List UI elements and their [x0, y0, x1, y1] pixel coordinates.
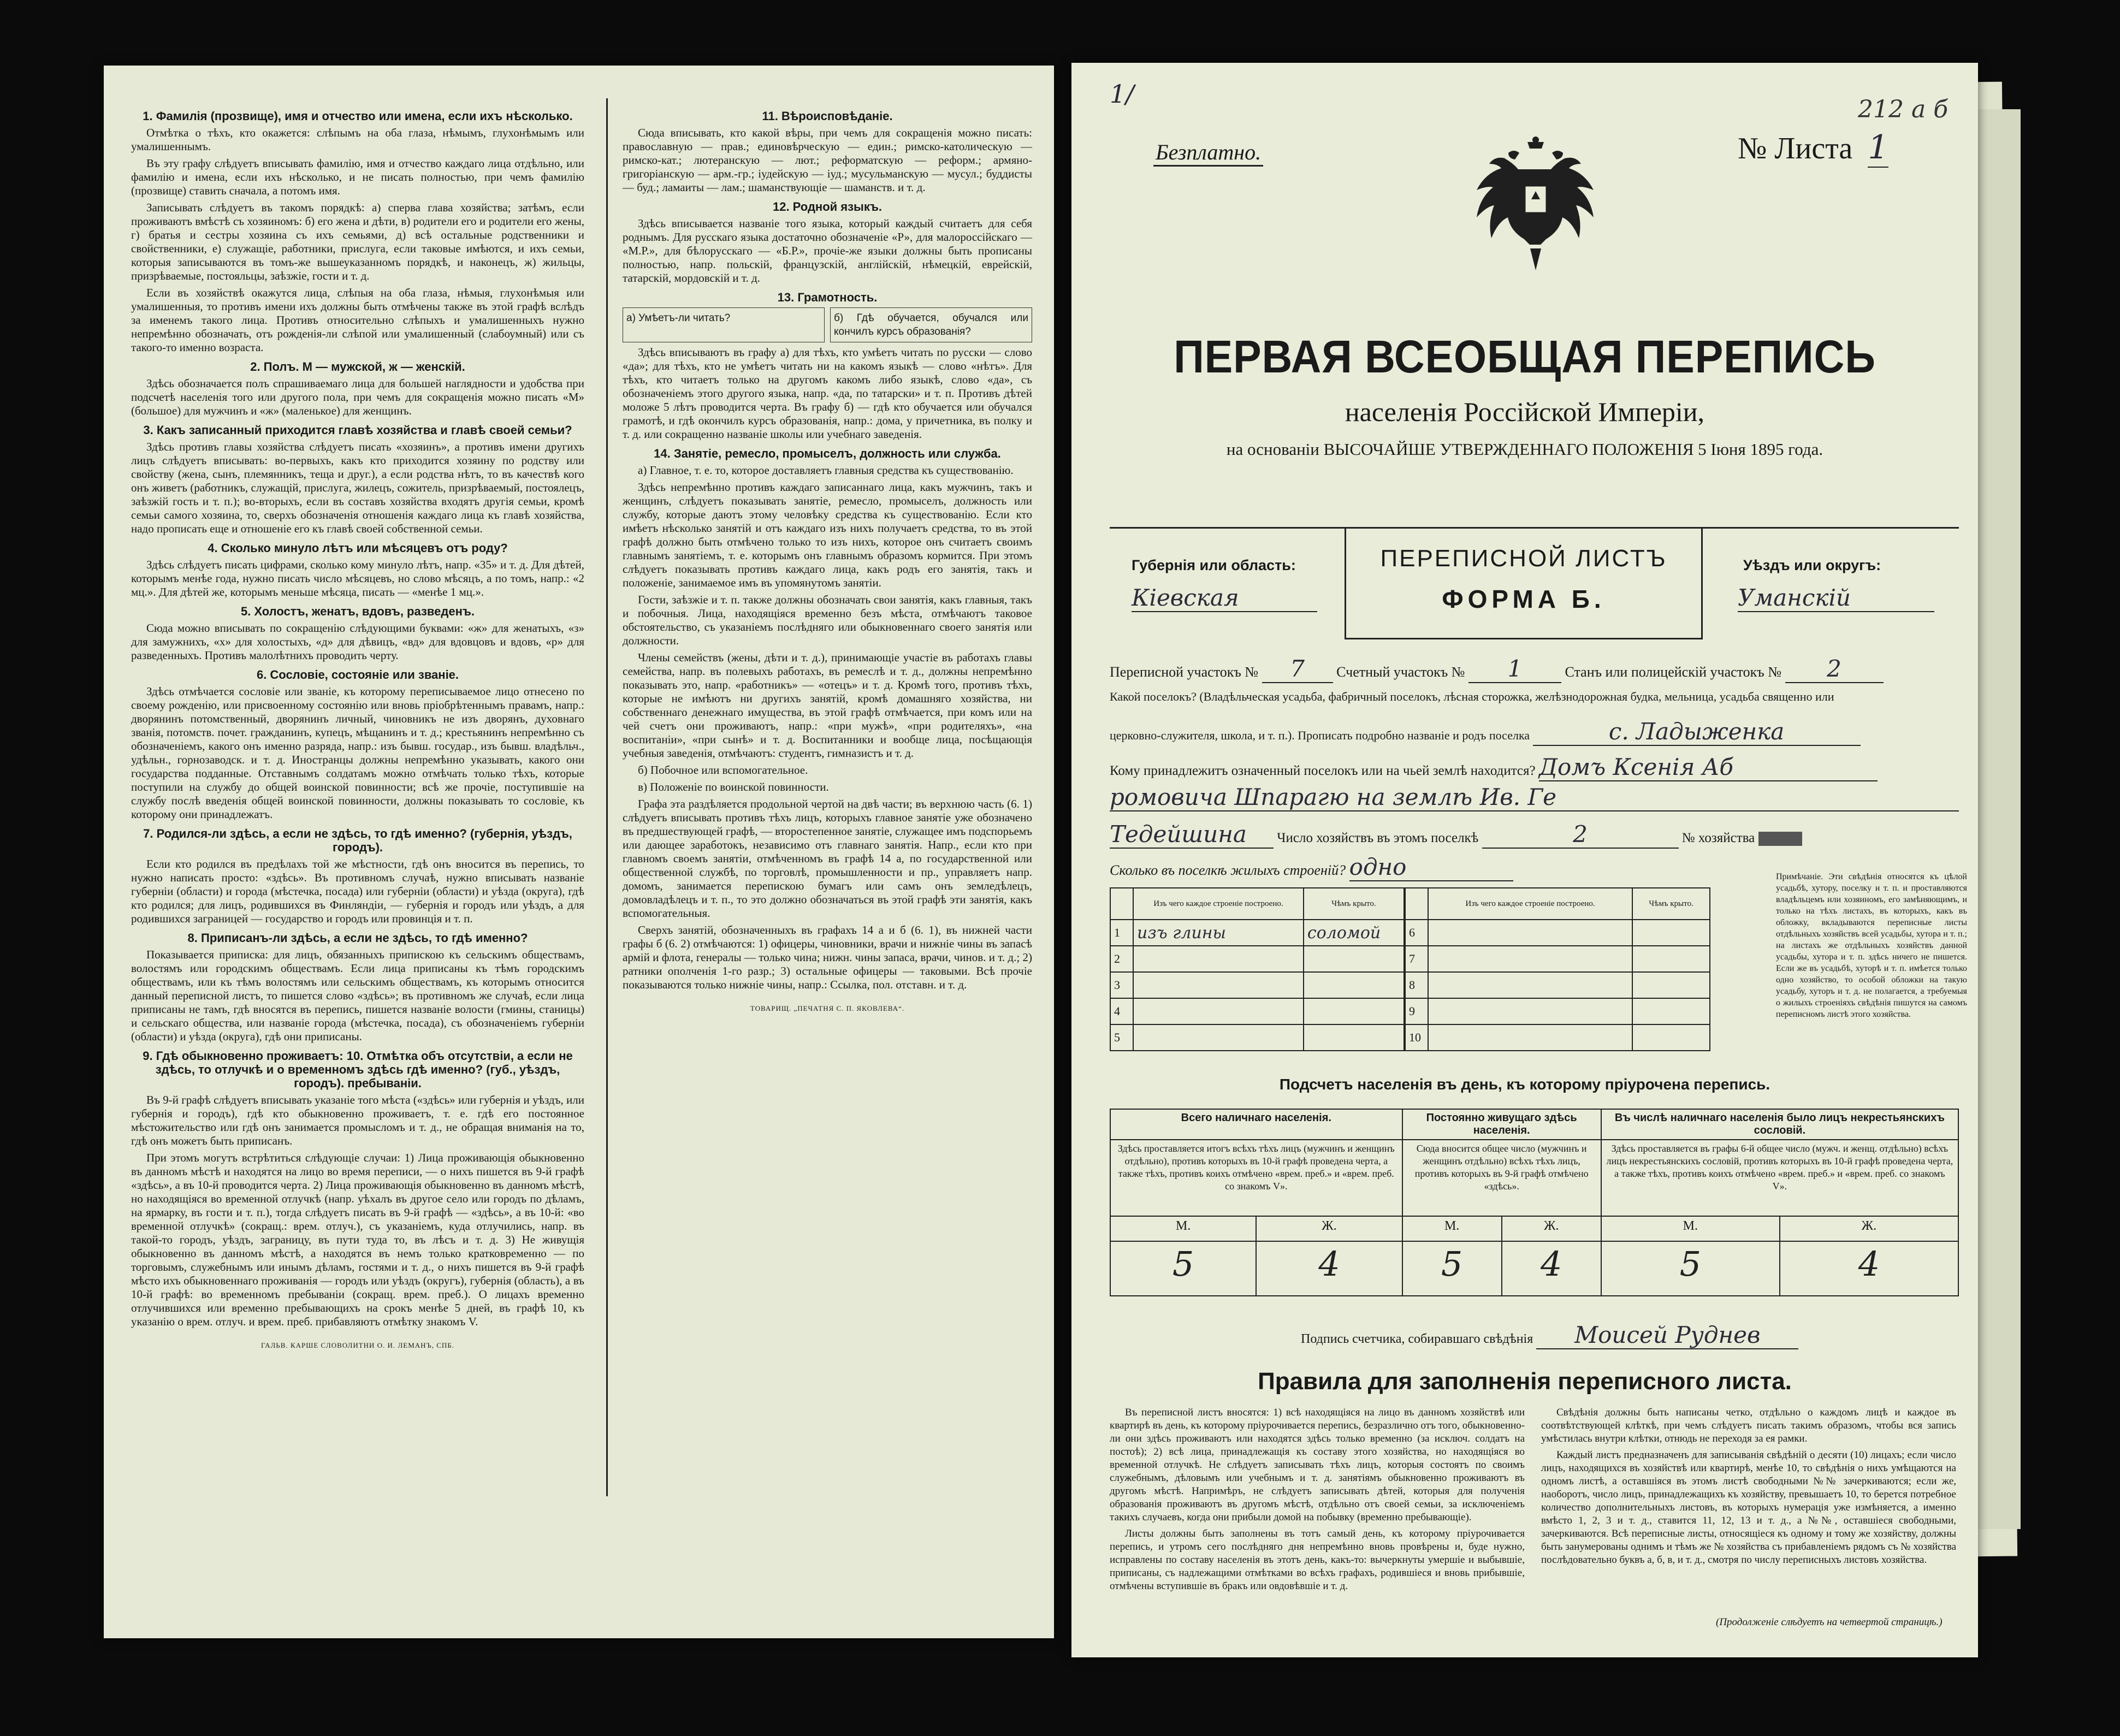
total-present-header: Всего наличнаго населенія. — [1110, 1109, 1402, 1140]
households-row — [1110, 821, 1802, 849]
instructions-column-2 — [623, 104, 1032, 1015]
police-district-value: 2 — [1785, 655, 1884, 683]
households-count-label: Число хозяйствъ въ этомъ поселкѣ — [1277, 831, 1479, 845]
sheet-number-label: № Листа — [1738, 132, 1853, 165]
total-present-female: 4 — [1256, 1241, 1402, 1296]
left-page-instructions — [104, 66, 1054, 1638]
population-count-heading: Подсчетъ населенія въ день, къ которому пріурочена перепись. — [1279, 1076, 1770, 1093]
section-heading: 4. Сколько минуло лѣтъ или мѣсяцевъ отъ роду? — [208, 541, 508, 555]
building-roof — [1304, 972, 1404, 998]
section-heading: 13. Грамотность. — [777, 291, 878, 304]
non-peasant-header: Въ числѣ наличнаго населенія было лицъ некрестьянскихъ сословій. — [1601, 1109, 1958, 1140]
building-material — [1428, 920, 1632, 946]
building-number: 8 — [1405, 972, 1428, 998]
col-roof-header-2: Чѣмъ крыто. — [1632, 888, 1710, 920]
building-row — [1405, 972, 1710, 998]
rule-paragraph: Каждый листъ предназначенъ для записыванія свѣдѣній о десяти (10) лицахъ; если число лицъ, находящихся въ хозяйствѣ или квартирѣ, менѣе 10, то свѣдѣнія о нихъ умѣщаются на одномъ листѣ, а оставшіяся въ этомъ листѣ свободными №№ зачеркиваются; если же, наоборотъ, число лицъ, принадлежащихъ къ хозяйству, превышаетъ 10, то берется потребное количество дополнительныхъ листовъ, въ которыхъ нумерація уже измѣняется, а именно вмѣсто 1, 2, 3 и т. д., ставится 11, 12, 13 и т. д., а №№, оставшіеся свободными, зачеркиваются. Всѣ переписные листы, относящіеся къ одному и тому же хозяйству, должны быть занумерованы однимъ и тѣмъ же № хозяйства съ прибавленіемъ рядомъ съ № хозяйства послѣдовательно буквъ а, б, в, и т. д., смотря по числу переписныхъ листовъ хозяйства. — [1541, 1449, 1956, 1566]
form-title: ПЕРЕПИСНОЙ ЛИСТЪ — [1380, 545, 1667, 572]
building-row — [1405, 946, 1710, 972]
total-present-male: 5 — [1110, 1241, 1256, 1296]
building-roof — [1632, 946, 1710, 972]
free-of-charge-label: Безплатно. — [1153, 139, 1263, 167]
buildings-count-value: одно — [1349, 854, 1513, 881]
section-heading: 11. Вѣроисповѣданіе. — [762, 109, 893, 123]
sheet-number — [1738, 128, 1888, 167]
instruction-paragraph: Записывать слѣдуетъ въ такомъ порядкѣ: а) сперва глава хозяйства; затѣмъ, если проживаютъ вмѣстѣ съ хозяиномъ: б) его жена и дѣти, в) родители его и родители его жены, г) братья и сестры хозяина съ ихъ семьями, д) всѣ остальные родственники и свойственники, е) служащіе, работники, прислуга, если таковые имѣются, и ихъ семьи, которыя записываются въ томъ-же вышеуказанномъ порядкѣ, и наконецъ, ж) жильцы, призрѣваемые, постояльцы, заѣзжіе, гости и т. д. — [131, 201, 584, 282]
instruction-paragraph: Здѣсь слѣдуетъ писать цифрами, сколько кому минуло лѣтъ, напр. «35» и т. д. Для дѣтей, которымъ менѣе года, нужно писать число мѣсяцевъ, но слово мѣсяцъ, а по томъ, напр.: «2 мц.». Для дѣтей же, которымъ меньше мѣсяца, писать — «менѣе 1 мц.». — [131, 558, 584, 599]
buildings-table-right — [1405, 887, 1710, 1051]
instruction-paragraph: Показывается приписка: для лицъ, обязанныхъ припискою къ сельскимъ обществамъ, волостямъ или городскимъ обществамъ. Если лица приписаны къ тѣмъ городскимъ обществамъ, или къ тѣмъ волостямъ или сельскимъ обществамъ, къ которымъ относится данный переписной листъ, то пишется слово «здѣсь»; въ противномъ же случаѣ, если лица приписаны не тамъ, гдѣ вносятся въ перепись, пишется названіе волости (гмины, станицы) и сельскаго общества, или названіе города (мѣстечка, посада), съ обозначеніемъ губерніи (области) и уѣзда (округа), гдѣ они приписаны. — [131, 948, 584, 1043]
building-row — [1110, 920, 1404, 946]
instruction-paragraph: Если въ хозяйствѣ окажутся лица, слѣпыя на оба глаза, нѣмыя, глухонѣмыя или умалишенныя, то противъ имени ихъ должны быть отмѣчены также въ этой графѣ вслѣдъ за именемъ такого лица. Противъ относительно слѣпыхъ и умалишенныхъ нужно непремѣнно обозначать, отъ рожденія-ли слѣпой или умалишенный (слабоумный) или съ такого-то именно возраста. — [131, 286, 584, 354]
form-name: ФОРМА Б. — [1442, 585, 1606, 613]
building-row — [1110, 1024, 1404, 1051]
male-header: М. — [1402, 1216, 1502, 1241]
uezd-value: Уманскій — [1738, 584, 1934, 612]
rule-paragraph: Въ переписной листъ вносятся: 1) всѣ находящіяся на лицо въ данномъ хозяйствѣ или квартирѣ въ день, къ которому пріурочивается перепись, безразлично отъ того, обыкновенно-ли они здѣсь проживаютъ или находятся здѣсь только временно (за исключ. солдатъ на постоѣ); 2) всѣ лица, принадлежащія къ составу этого хозяйства, но находящіяся во временной отлучкѣ. Не слѣдуетъ записывать тѣхъ лицъ, которыя состоятъ по своимъ служебнымъ, дѣловымъ или учебнымъ и т. д. занятіямъ обыкновенно проживаютъ въ другомъ мѣстѣ. Напримѣръ, не слѣдуетъ записывать дѣтей, которыя для полученія образованія проживаютъ въ другомъ мѣстѣ, отдѣльно отъ своей семьи, за исключеніемъ такихъ случаевъ, когда они прибыли домой на побывку (временно пребывающіе). — [1110, 1407, 1525, 1523]
settlement-name-value: с. Ладыженка — [1533, 718, 1861, 746]
corner-mark: 1/ — [1110, 79, 1134, 109]
police-district-label: Станъ или полицейскій участокъ № — [1565, 664, 1782, 680]
female-header: Ж. — [1256, 1216, 1402, 1241]
non-peasant-desc: Здѣсь проставляется въ графы 6-й общее число (мужч. и женщ. отдѣльно) всѣхъ лицъ некрестьянскихъ сословій, противъ которыхъ въ 10-й графѣ проведена черта, а также тѣхъ, противъ коихъ отмѣчено «врем. преб.» и «врем. преб. со знакомъ V». — [1601, 1140, 1958, 1216]
instruction-paragraph: Въ 9-й графѣ слѣдуетъ вписывать указаніе того мѣста («здѣсь» или губернія и уѣздъ, или губернія и городъ), гдѣ кто обыкновенно проживаетъ, т. е. гдѣ его постоянное мѣстожительство или гдѣ онъ занимается промысломъ и т. д., не обращая вниманія на то, гдѣ онъ можетъ быть приписанъ. — [131, 1093, 584, 1147]
female-header: Ж. — [1780, 1216, 1958, 1241]
instruction-paragraph: Здѣсь вписываютъ въ графу а) для тѣхъ, кто умѣетъ читать по русски — слово «да»; для тѣхъ, кто не умѣетъ читать ни на какомъ языкѣ — слово «нѣтъ». Для тѣхъ, кто читаетъ только на другомъ какомъ либо языкѣ, слово «да», съ обозначеніемъ этого другого языка, напр. «да, по татарски» и т. п. Противъ дѣтей моложе 5 лѣтъ проводится черта. Въ графу б) — гдѣ кто обучается или обучался грамотѣ, и гдѣ окончилъ курсъ образованія, напр.: дома, у причетника, въ полку и т. д. или сокращенно названіе школы или учебнаго заведенія. — [623, 346, 1032, 441]
gubernia-value: Кіевская — [1132, 584, 1317, 612]
building-number: 3 — [1110, 972, 1133, 998]
settlement-type-label: Какой поселокъ? (Владѣльческая усадьба, фабричный поселокъ, лѣсная сторожка, желѣзнодорожная будка, мельница, усадьба священно или — [1110, 690, 1834, 703]
building-row — [1405, 998, 1710, 1024]
instruction-paragraph: Сверхъ занятій, обозначенныхъ въ графахъ 14 а и б (6. 1), въ нижней части графы б (6. 2) отмѣчаются: 1) офицеры, чиновники, врачи и нижніе чины въ запасѣ армій и флота, генералы — только чина; нижн. чины запаса, врачи, чинов. и т. д.; 2) ратники ополченія 1-го разр.; 3) остальные офицеры — таковыми. Всѣ прочіе показываются только нижніе чины, напр.: Ссылка, пол. отставн. и т. д. — [623, 923, 1032, 991]
building-roof — [1632, 972, 1710, 998]
instruction-paragraph: Если кто родился въ предѣлахъ той же мѣстности, гдѣ онъ вносится въ перепись, то нужно написать просто: «здѣсь». Въ противномъ случаѣ, нужно вписывать названіе губерніи (области) и города (мѣстечка, посада) или губерніи (области) и уѣзда (округа), гдѣ кто родился; для лицъ, родившихся въ Финляндіи, — губернія и городъ или уѣздъ, а для родившихся заграницей — государство и городъ или провинція и т. п. — [131, 857, 584, 925]
buildings-note: Примѣчаніе. Эти свѣдѣнія относятся къ цѣлой усадьбѣ, хутору, поселку и т. п. и проставляются владѣльцемъ или хозяиномъ, его замѣняющимъ, и только на тѣхъ листахъ, въ которыхъ, какъ въ обложку, вкладываются переписные листы отдѣльныхъ хозяйствъ всей усадьбы, хутора и т. п.; на листахъ же отдѣльныхъ хозяйствъ данной усадьбы, хутора и т. п. здѣсь ничего не пишется. Если же въ усадьбѣ, хуторѣ и т. п. имѣется только одно хозяйство, то особой обложки на такую усадьбу, хуторъ и т. д. не полагается, а требуемыя о жилыхъ строеніяхъ свѣдѣнія пишутся на самомъ переписномъ листѣ этого хозяйства. — [1776, 872, 1967, 1019]
buildings-count-label: Сколько въ поселкѣ жилыхъ строеній? — [1110, 862, 1346, 878]
underlying-sheet-edge-2 — [1977, 109, 2021, 1529]
literacy-subcolumn: а) Умѣетъ-ли читать? — [623, 307, 825, 342]
male-header: М. — [1110, 1216, 1256, 1241]
instruction-paragraph: а) Главное, т. е. то, которое доставляетъ главныя средства къ существованію. — [638, 464, 1014, 477]
instruction-paragraph: в) Положеніе по воинской повинности. — [638, 780, 829, 793]
counting-district-label: Счетный участокъ № — [1336, 664, 1465, 680]
right-page-census-form — [1071, 63, 1978, 1657]
instruction-paragraph: Здѣсь непремѣнно противъ каждаго записаннаго лица, какъ мужчинъ, такъ и женщинъ, слѣдуетъ показывать занятіе, ремесло, промыселъ, должность или службу, которые даютъ этому человѣку средства къ существованію. Если кто имѣетъ нѣсколько занятій и отъ каждаго изъ нихъ получаетъ средства, то въ этой графѣ должно быть отмѣчено только то изъ нихъ, которое онъ считаетъ своимъ главнымъ занятіемъ, т. е. которымъ онъ главнымъ образомъ кормится. При этомъ слѣдуетъ показывать противъ каждаго лица, какъ родъ его занятія, такъ и положеніе, занимаемое имъ въ упомянутомъ занятіи. — [623, 481, 1032, 589]
total-present-desc: Здѣсь проставляется итогъ всѣхъ тѣхъ лицъ (мужчинъ и женщинъ отдѣльно), противъ которыхъ въ 10-й графѣ проведена черта, а также тѣхъ, противъ коихъ отмѣчено «врем. преб.» и «врем. преб. со знакомъ V». — [1110, 1140, 1402, 1216]
building-material — [1133, 972, 1304, 998]
building-material: изъ глины — [1133, 920, 1304, 946]
household-number-label: № хозяйства — [1681, 831, 1755, 845]
district-line — [1110, 655, 1884, 683]
permanent-residents-header: Постоянно живущаго здѣсь населенія. — [1402, 1109, 1601, 1140]
instruction-paragraph: При этомъ могутъ встрѣтиться слѣдующіе случаи: 1) Лица проживающія обыкновенно въ данномъ мѣстѣ и находятся на лицо во время переписи, — о нихъ пишется въ 9-й графѣ «здѣсь», а въ 10-й проводится черта. 2) Лица проживающія обыкновенно въ данномъ мѣстѣ, но находящіяся во временной отлучкѣ (напр. уѣхалъ въ другое село или городъ по дѣламъ, на ярмарку, въ гости и т. п.), тогда слѣдуетъ писать въ 9-й графѣ — «здѣсь», а въ 10-й: «во временной отлучкѣ» (сокращ.: врем. отлуч.), съ указаніемъ, куда отлучились, напр. въ такой-то городъ, уѣздъ, заграницу, въ пути туда то, въ лѣсъ и т. д. 3) Не живущія обыкновенно въ данномъ мѣстѣ, а находятся въ немъ только кратковременно — по торговымъ, служебнымъ или инымъ дѣламъ, гостями и т. д., о нихъ пишется въ 9-й графѣ мѣсто ихъ обыкновеннаго проживанія — городъ или уѣздъ (округъ), губернія (область), а въ 10-й графѣ: во временномъ пребываніи (сокращ. врем. преб.). О лицахъ временно отлучившихся или временно пребывающихъ на срокъ менѣе 5 дней, въ графѣ 10, къ указанію о врем. отлуч. и врем. преб. прибавляютъ отмѣтку знакомъ V. — [131, 1151, 584, 1328]
population-count-table — [1110, 1109, 1959, 1296]
instructions-column-1 — [131, 104, 584, 1352]
building-number: 10 — [1405, 1024, 1428, 1051]
permanent-female: 4 — [1502, 1241, 1601, 1296]
instruction-paragraph: Въ эту графу слѣдуетъ вписывать фамилію, имя и отчество каждаго лица отдѣльно, или фамилію и имена, если ихъ нѣсколько, и не писать полностью, при чемъ фамилію (прозвище) ставить сначала, а потомъ имя. — [131, 157, 584, 197]
census-decree-line: на основаніи ВЫСОЧАЙШЕ УТВЕРЖДЕННАГО ПОЛОЖЕНІЯ 5 Іюня 1895 года. — [1226, 440, 1823, 459]
owner-value: Домъ Ксенія Аб — [1539, 754, 1878, 781]
continuation-note: (Продолженіе слѣдуетъ на четвертой страницѣ.) — [1716, 1616, 1943, 1628]
building-material — [1133, 998, 1304, 1024]
section-heading: 14. Занятіе, ремесло, промыселъ, должность или служба. — [654, 447, 1001, 460]
instruction-paragraph: Графа эта раздѣляется продольной чертой на двѣ части; въ верхнюю часть (6. 1) слѣдуетъ вписывать противъ тѣхъ лицъ, которыхъ главное занятіе уже обозначено въ предшествующей графѣ, — второстепенное занятіе, служащее имъ подспорьемъ или дающее заработокъ, независимо отъ главнаго занятія. Напр., если кто при главномъ своемъ занятіи, отмѣченномъ въ графѣ 14 а, по государственной или общественной службѣ, по торговлѣ, промышленности и пр., управляетъ напр. домомъ, занимается перепискою бумагъ или самъ онъ земледѣлецъ, домовладѣлецъ и т. п., то это должно обозначаться въ этой графѣ эти занятія, какъ вспомогательныя. — [623, 797, 1032, 920]
signature-label: Подпись счетчика, собиравшаго свѣдѣнія — [1301, 1332, 1533, 1346]
building-material — [1428, 972, 1632, 998]
instruction-paragraph: Сюда вписывать, кто какой вѣры, при чемъ для сокращенія можно писать: православную — прав.; единовѣрческую — един.; римско-католическую — римско-кат.; лютеранскую — лют.; реформатскую — реформ.; армяно-григоріанскую — арм.-гр.; іудейскую — іуд.; мусульманскую — мусул.; буддисты — буд.; ламаиты — лам.; шаманствующіе — шаманств. и т. д. — [623, 126, 1032, 194]
building-number: 9 — [1405, 998, 1428, 1024]
building-row — [1405, 1024, 1710, 1051]
instruction-paragraph: Здѣсь вписывается названіе того языка, который каждый считаетъ для себя роднымъ. Для русскаго языка достаточно обозначеніе «Р», для малороссійскаго — «М.Р.», для бѣлорусскаго — «Б.Р.», прочіе-же языки должны быть прописаны полностью, напр. польскій, французскій, англійскій, нѣмецкій, еврейскій, татарскій, мордовскій и т. д. — [623, 217, 1032, 285]
female-header: Ж. — [1502, 1216, 1601, 1241]
col-roof-header: Чѣмъ крыто. — [1304, 888, 1404, 920]
section-heading: 6. Сословіе, состояніе или званіе. — [256, 668, 459, 682]
non-peasant-female: 4 — [1780, 1241, 1958, 1296]
uezd-label: Уѣздъ или округъ: — [1743, 557, 1881, 573]
section-heading: 1. Фамилія (прозвище), имя и отчество или имена, если ихъ нѣсколько. — [143, 109, 573, 123]
rule-paragraph: Свѣдѣнія должны быть написаны четко, отдѣльно о каждомъ лицѣ и каждое въ соотвѣтствующей клѣткѣ, при чемъ слѣдуетъ писать такимъ образомъ, чтобы вся запись умѣстилась внутри клѣтки, отнюдь не переходя за ея рамки. — [1541, 1407, 1956, 1444]
instruction-paragraph: Члены семействъ (жены, дѣти и т. д.), принимающіе участіе въ работахъ главы семейства, напр. въ полевыхъ работахъ, въ ремеслѣ и т. д., должны непремѣнно показывать это, напр. «работникъ» — «отецъ» и т. д. Кромѣ того, противъ тѣхъ, которые не имѣютъ ни другихъ занятій, кромѣ домашняго хозяйства, ни собственнаго денежнаго имущества, въ этой графѣ отмѣчается, при комъ или на чей счетъ они проживаютъ, напр.: «при мужѣ», «при родителяхъ», «на воспитаніи», «при сынѣ» и т. д. Воспитанники и вообще лица, посѣщающія учебныя заведенія, отмѣчаютъ: студентъ, гимназистъ и т. д. — [623, 651, 1032, 760]
form-header-box — [1345, 527, 1703, 639]
non-peasant-male: 5 — [1601, 1241, 1780, 1296]
building-row — [1110, 998, 1404, 1024]
building-roof — [1304, 946, 1404, 972]
rules-column-2 — [1541, 1406, 1956, 1570]
rules-column-1 — [1110, 1406, 1525, 1596]
gubernia-label: Губернія или область: — [1132, 557, 1296, 573]
building-number: 7 — [1405, 946, 1428, 972]
rules-title: Правила для заполненія переписного листа. — [1258, 1368, 1792, 1395]
male-header: М. — [1601, 1216, 1780, 1241]
literacy-subcolumn: б) Гдѣ обучается, обучался или кончилъ курсъ образованія? — [830, 307, 1032, 342]
rule-paragraph: Листы должны быть заполнены въ тотъ самый день, къ которому пріурочивается перепись, и утромъ сего послѣдняго дня непремѣнно вновь провѣрены и, буде нужно, исправлены по составу населенія въ этотъ день, какъ-то: вычеркнуты умершіе и выбывшіе, приписаны, съ надлежащими отмѣтками во всѣхъ графахъ, родившіеся и вновь прибывшіе, отмѣчены вступившіе въ бракъ или овдовѣвшіе и т. д. — [1110, 1528, 1525, 1592]
section-heading: 2. Полъ. М — мужской, ж — женскій. — [250, 360, 465, 374]
building-material — [1133, 946, 1304, 972]
owner-label: Кому принадлежитъ означенный поселокъ или на чьей землѣ находится? — [1110, 763, 1536, 778]
building-roof — [1304, 1024, 1404, 1051]
section-heading: 8. Приписанъ-ли здѣсь, а если не здѣсь, то гдѣ именно? — [187, 931, 528, 945]
section-heading: 12. Родной языкъ. — [772, 200, 883, 214]
owner-value-continued: ромовича Шпарагю на землѣ Ив. Ге — [1110, 784, 1959, 811]
owner-value-end: Тедейшина — [1110, 821, 1274, 849]
section-heading: 9. Гдѣ обыкновенно проживаетъ: 10. Отмѣтка объ отсутствіи, а если не здѣсь, то отлучкѣ и о временномъ здѣсь гдѣ именно? (губ., уѣздъ, городъ). пребываніи. — [143, 1049, 573, 1090]
instruction-paragraph: Гости, заѣзжіе и т. п. также должны обозначать свои занятія, какъ главныя, такъ и побочныя. Лица, находящіяся временно безъ мѣста, отмѣчаютъ таковое обстоятельство, съ указаніемъ послѣдняго или обыкновеннаго своего занятія или должности. — [623, 593, 1032, 647]
section-heading: 5. Холостъ, женатъ, вдовъ, разведенъ. — [240, 605, 475, 618]
permanent-male: 5 — [1402, 1241, 1502, 1296]
building-roof — [1632, 998, 1710, 1024]
literacy-subcolumns — [623, 307, 1032, 342]
permanent-residents-desc: Сюда вносится общее число (мужчинъ и женщинъ отдѣльно) всѣхъ тѣхъ лицъ, противъ которыхъ въ 9-й графѣ отмѣчено «здѣсь». — [1402, 1140, 1601, 1216]
buildings-table-left — [1110, 887, 1405, 1051]
building-row — [1405, 920, 1710, 946]
instruction-paragraph: Здѣсь отмѣчается сословіе или званіе, къ которому переписываемое лицо отнесено по своему рожденію, или присвоенному состоянію или вновь пріобрѣтеннымъ правамъ, напр.: дворянинъ потомственный, дворянинъ личный, чиновникъ не изъ дворянъ, духовнаго званія, потомств. почет. гражданинъ, купецъ, мѣщанинъ и т. д.; крестьянинъ непремѣнно съ обозначеніемъ, какого онъ именно разряда, напр.: изъ бывш. государ., изъ бывш. владѣльч., удѣльн., горнозаводск. и т. д. Иностранцы должны непремѣнно указывать, какого они государства подданные. Отставнымъ солдатамъ можно отмѣчать только тѣхъ, которые поступили на службу до общей воинской повинности; всѣ же прочіе, поступившіе на службу послѣ введенія общей воинской повинности, должны показывать то сословіе, къ которому они принадлежатъ. — [131, 685, 584, 821]
section-heading: 7. Родился-ли здѣсь, а если не здѣсь, то гдѣ именно? (губернія, уѣздъ, городъ). — [143, 827, 572, 854]
col-material-header: Изъ чего каждое строеніе построено. — [1133, 888, 1304, 920]
household-number-box — [1758, 832, 1802, 846]
building-number: 5 — [1110, 1024, 1133, 1051]
settlement-name-row — [1110, 718, 1861, 746]
building-number: 2 — [1110, 946, 1133, 972]
instruction-paragraph: Сюда можно вписывать по сокращенію слѣдующими буквами: «ж» для женатыхъ, «з» для замужнихъ, «х» для холостыхъ, «д» для дѣвицъ, «вд» для вдовцовъ и вдовъ, «р» для разведенныхъ. Противъ малолѣтнихъ проводить черту. — [131, 621, 584, 662]
instruction-paragraph: б) Побочное или вспомогательное. — [638, 763, 808, 777]
printer-imprint: ГАЛЬВ. КАРШЕ СЛОВОЛИТНИ О. И. ЛЕМАНЪ, СПБ. — [261, 1341, 454, 1349]
printer-imprint: ТОВАРИЩ. „ПЕЧАТНЯ С. П. ЯКОВЛЕВА“. — [750, 1004, 905, 1012]
building-material — [1428, 946, 1632, 972]
col-material-header-2: Изъ чего каждое строеніе построено. — [1428, 888, 1632, 920]
building-number: 6 — [1405, 920, 1428, 946]
sheet-number-value: 1 — [1868, 128, 1889, 167]
counting-district-value: 1 — [1468, 655, 1561, 683]
census-district-value: 7 — [1262, 655, 1333, 683]
instruction-paragraph: Отмѣтка о тѣхъ, кто окажется: слѣпымъ на оба глаза, нѣмымъ, глухонѣмымъ или умалишеннымъ. — [131, 126, 584, 153]
imperial-eagle-emblem-icon — [1473, 137, 1598, 279]
building-roof — [1632, 920, 1710, 946]
building-roof — [1304, 998, 1404, 1024]
building-material — [1133, 1024, 1304, 1051]
census-title: ПЕРВАЯ ВСЕОБЩАЯ ПЕРЕПИСЬ — [1174, 331, 1876, 382]
instruction-paragraph: Здѣсь противъ главы хозяйства слѣдуетъ писать «хозяинъ», а противъ имени другихъ лицъ слѣдуетъ вписывать: во-первыхъ, какъ кто приходится хозяину по родству или свойству (жена, сынъ, племянникъ, теща и друг.), а если родства нѣтъ, то въ качествѣ кого онъ живетъ (работникъ, служащій, прислуга, жилецъ, сожитель, призрѣваемый, постоялецъ, заѣзжій гость и т. п.); во-вторыхъ, если въ составъ хозяйства входятъ другія семьи, кромѣ семьи самого хозяина, то, сверхъ обозначенія отношенія каждаго лица къ главѣ хозяйства, надо прописать еще и отношеніе его къ главѣ своей собственной семьи. — [131, 440, 584, 535]
building-material — [1428, 998, 1632, 1024]
buildings-count-row — [1110, 854, 1513, 881]
building-row — [1110, 946, 1404, 972]
signature-row — [1301, 1322, 1798, 1349]
building-number: 4 — [1110, 998, 1133, 1024]
households-count-value: 2 — [1482, 821, 1679, 849]
settlement-name-label: церковно-служителя, школа, и т. п.). Прописать подробно названіе и родъ поселка — [1110, 728, 1530, 742]
building-roof: соломой — [1304, 920, 1404, 946]
section-heading: 3. Какъ записанный приходится главѣ хозяйства и главѣ своей семьи? — [143, 423, 572, 437]
building-number: 1 — [1110, 920, 1133, 946]
census-district-label: Переписной участокъ № — [1110, 664, 1259, 680]
census-subtitle: населенія Россійской Имперіи, — [1345, 396, 1705, 427]
column-divider — [606, 98, 608, 1496]
building-roof — [1632, 1024, 1710, 1051]
owner-row — [1110, 754, 1878, 781]
building-row — [1110, 972, 1404, 998]
instruction-paragraph: Здѣсь обозначается полъ спрашиваемаго лица для большей наглядности и удобства при подсчетѣ населенія того или другого пола, при чемъ для сокращенія можно писать «М» (большое) для мужчинъ и «ж» (маленькое) для женщинъ. — [131, 377, 584, 417]
building-material — [1428, 1024, 1632, 1051]
handwritten-archive-number: 212 а б — [1858, 96, 1949, 123]
enumerator-signature: Моисей Руднев — [1536, 1322, 1798, 1349]
